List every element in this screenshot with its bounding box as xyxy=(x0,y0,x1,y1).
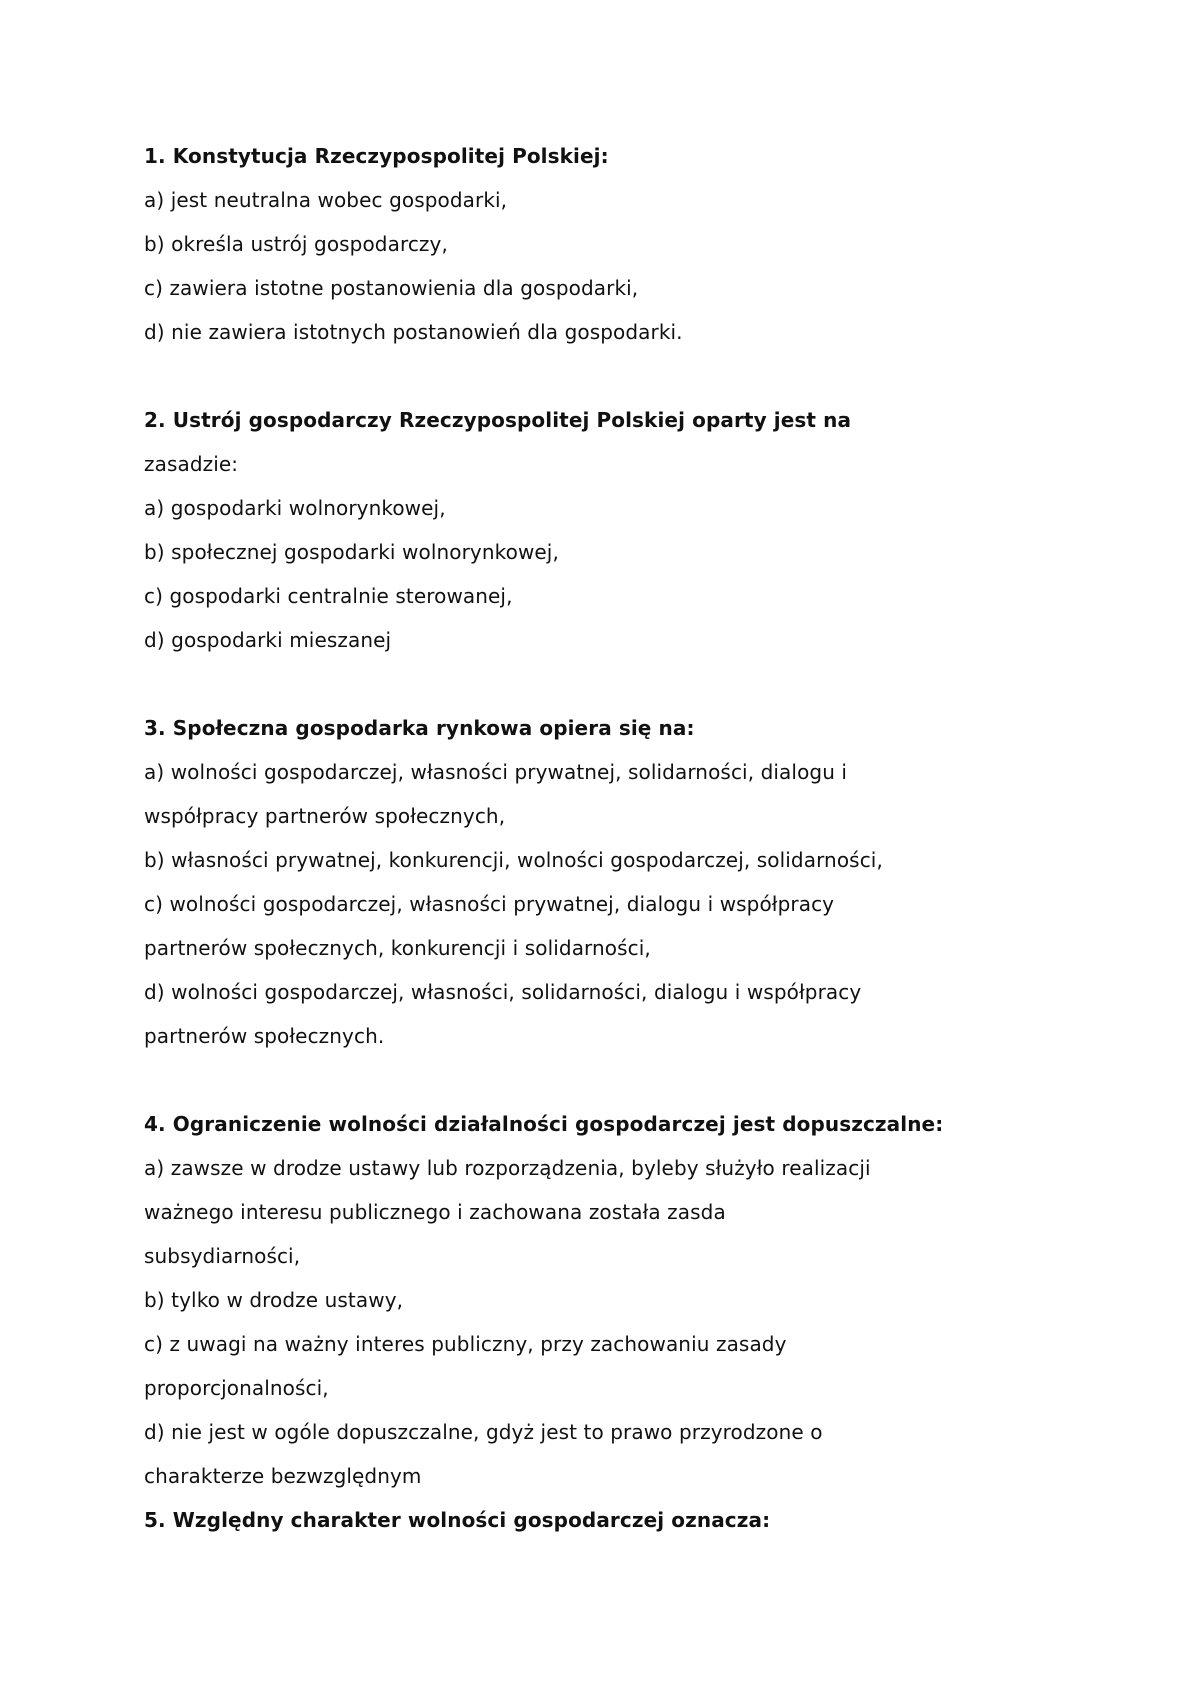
spacer xyxy=(144,1058,1064,1102)
question-4-answer-b: b) tylko w drodze ustawy, xyxy=(144,1288,404,1312)
question-3-answer-c-continuation: partnerów społecznych, konkurencji i solidarności, xyxy=(144,936,651,960)
question-2-answer-d: d) gospodarki mieszanej xyxy=(144,628,392,652)
question-1-answer-d: d) nie zawiera istotnych postanowień dla gospodarki. xyxy=(144,320,683,344)
question-4-answer-d-continuation: charakterze bezwzględnym xyxy=(144,1464,422,1488)
question-4-answer-d: d) nie jest w ogóle dopuszczalne, gdyż jest to prawo przyrodzone o xyxy=(144,1420,823,1444)
question-3-heading: 3. Społeczna gospodarka rynkowa opiera się na: xyxy=(144,716,695,740)
question-3 xyxy=(144,706,1064,1058)
question-2-heading: 2. Ustrój gospodarczy Rzeczypospolitej Polskiej oparty jest na xyxy=(144,408,852,432)
question-1 xyxy=(144,134,1064,354)
question-4-answer-a-continuation: subsydiarności, xyxy=(144,1244,301,1268)
question-2 xyxy=(144,398,1064,662)
question-1-answer-c: c) zawiera istotne postanowienia dla gospodarki, xyxy=(144,276,639,300)
question-3-answer-d: d) wolności gospodarczej, własności, solidarności, dialogu i współpracy xyxy=(144,980,862,1004)
spacer xyxy=(144,662,1064,706)
question-4-heading: 4. Ograniczenie wolności działalności gospodarczej jest dopuszczalne: xyxy=(144,1112,944,1136)
question-2-answer-b: b) społecznej gospodarki wolnorynkowej, xyxy=(144,540,559,564)
question-4-answer-a-continuation: ważnego interesu publicznego i zachowana została zasda xyxy=(144,1200,726,1224)
question-2-heading-continuation: zasadzie: xyxy=(144,452,239,476)
question-2-answer-c: c) gospodarki centralnie sterowanej, xyxy=(144,584,513,608)
question-4-answer-c: c) z uwagi na ważny interes publiczny, przy zachowaniu zasady xyxy=(144,1332,787,1356)
question-4-answer-a: a) zawsze w drodze ustawy lub rozporządzenia, byleby służyło realizacji xyxy=(144,1156,871,1180)
question-3-answer-d-continuation: partnerów społecznych. xyxy=(144,1024,385,1048)
question-3-answer-c: c) wolności gospodarczej, własności prywatnej, dialogu i współpracy xyxy=(144,892,835,916)
question-4-answer-c-continuation: proporcjonalności, xyxy=(144,1376,329,1400)
question-5 xyxy=(144,1498,1064,1542)
question-2-answer-a: a) gospodarki wolnorynkowej, xyxy=(144,496,446,520)
question-3-answer-b: b) własności prywatnej, konkurencji, wolności gospodarczej, solidarności, xyxy=(144,848,883,872)
question-5-heading: 5. Względny charakter wolności gospodarczej oznacza: xyxy=(144,1508,771,1532)
document-page xyxy=(144,134,1064,1542)
question-1-answer-b: b) określa ustrój gospodarczy, xyxy=(144,232,448,256)
question-1-heading: 1. Konstytucja Rzeczypospolitej Polskiej: xyxy=(144,144,609,168)
question-3-answer-a-continuation: współpracy partnerów społecznych, xyxy=(144,804,506,828)
question-4 xyxy=(144,1102,1064,1498)
question-3-answer-a: a) wolności gospodarczej, własności prywatnej, solidarności, dialogu i xyxy=(144,760,848,784)
spacer xyxy=(144,354,1064,398)
question-1-answer-a: a) jest neutralna wobec gospodarki, xyxy=(144,188,508,212)
